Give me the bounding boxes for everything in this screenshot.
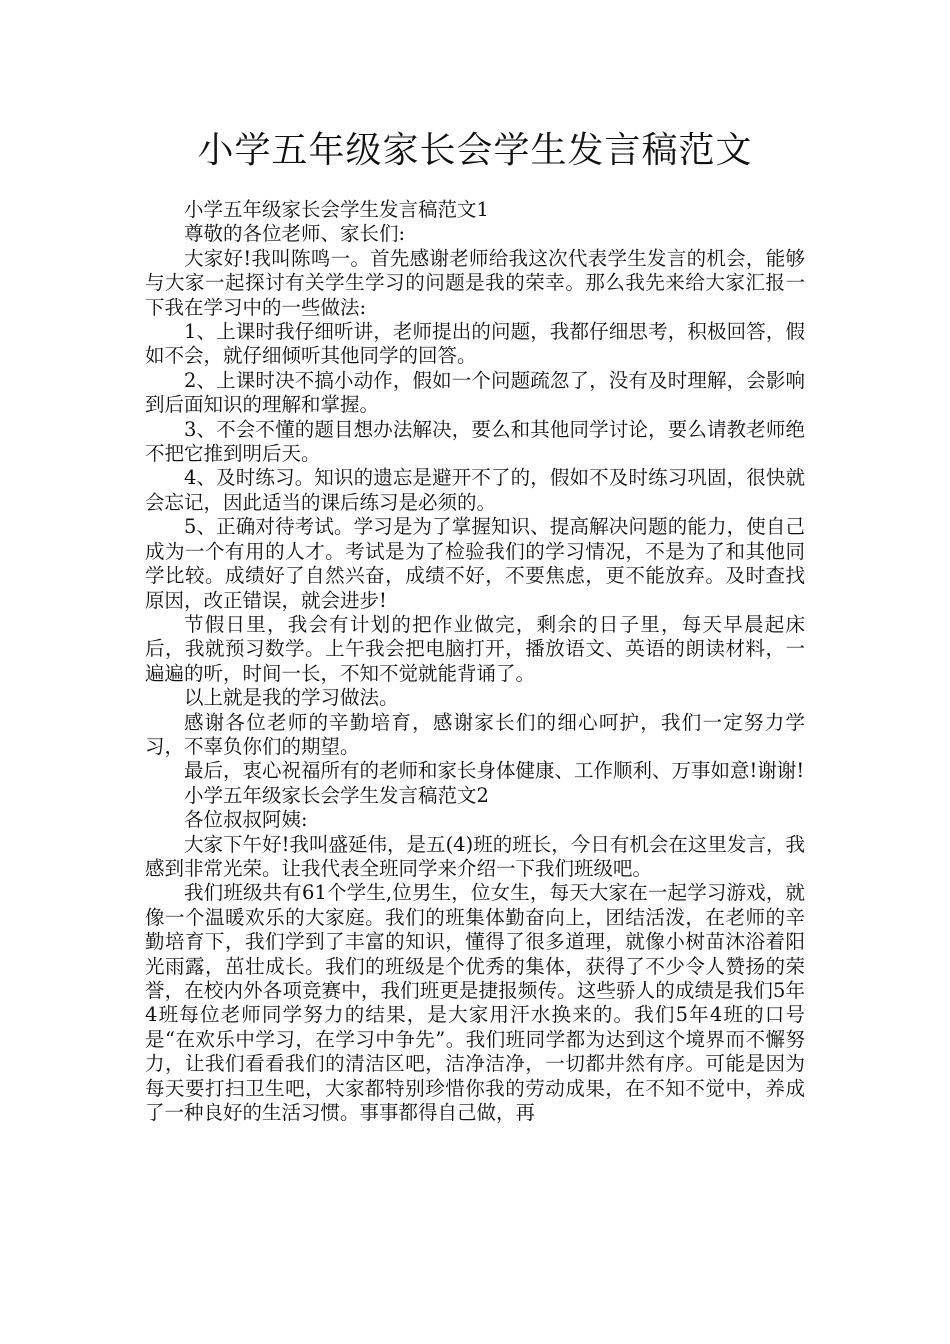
list-item-1: 1、上课时我仔细听讲，老师提出的问题，我都仔细思考，积极回答，假如不会，就仔细倾听其他同学的回答。: [145, 320, 805, 368]
list-item-2: 2、上课时决不搞小动作，假如一个问题疏忽了，没有及时理解，会影响到后面知识的理解和掌握。: [145, 368, 805, 417]
list-item-3: 3、不会不懂的题目想办法解决，要么和其他同学讨论，要么请教老师绝不把它推到明后天。: [145, 417, 805, 466]
section-heading-1: 小学五年级家长会学生发言稿范文1: [184, 198, 489, 221]
paragraph: 最后，衷心祝福所有的老师和家长身体健康、工作顺利、万事如意!谢谢!: [184, 759, 805, 783]
paragraph: 以上就是我的学习做法。: [184, 686, 399, 710]
section-heading-2: 小学五年级家长会学生发言稿范文2: [184, 783, 489, 807]
salutation-2: 各位叔叔阿姨:: [184, 808, 308, 832]
paragraph: 感谢各位老师的辛勤培育，感谢家长们的细心呵护，我们一定努力学习，不辜负你们的期望。: [145, 710, 805, 758]
salutation-1: 尊敬的各位老师、家长们:: [184, 222, 406, 246]
list-item-4: 4、及时练习。知识的遗忘是避开不了的，假如不及时练习巩固，很快就会忘记，因此适当的课后练习是必须的。: [145, 466, 805, 514]
paragraph: 大家好!我叫陈鸣一。首先感谢老师给我这次代表学生发言的机会，能够与大家一起探讨有关学生学习的问题是我的荣幸。那么我先来给大家汇报一下我在学习中的一些做法:: [145, 246, 805, 319]
paragraph: 大家下午好!我叫盛延伟，是五(4)班的班长，今日有机会在这里发言，我感到非常光荣。让我代表全班同学来介绍一下我们班级吧。: [145, 832, 805, 880]
list-item-5: 5、正确对待考试。学习是为了掌握知识、提高解决问题的能力，使自己成为一个有用的人才。考试是为了检验我们的学习情况，不是为了和其他同学比较。成绩好了自然兴奋，成绩不好，不要焦虑，更不能放弃。及时查找原因，改正错误，就会进步!: [145, 515, 805, 612]
paragraph: 节假日里，我会有计划的把作业做完，剩余的日子里，每天早晨起床后，我就预习数学。上午我会把电脑打开，播放语文、英语的朗读材料，一遍遍的听，时间一长，不知不觉就能背诵了。: [145, 612, 805, 685]
paragraph: 我们班级共有61个学生,位男生，位女生，每天大家在一起学习游戏，就像一个温暖欢乐的大家庭。我们的班集体勤奋向上，团结活泼，在老师的辛勤培育下，我们学到了丰富的知识，懂得了很多道理，就像小树苗沐浴着阳光雨露，茁壮成长。我们的班级是个优秀的集体，获得了不少令人赞扬的荣誉，在校内外各项竞赛中，我们班更是捷报频传。这些骄人的成绩是我们5年4班每位老师同学努力的结果，是大家用汗水换来的。我们5年4班的口号是“在欢乐中学习，在学习中争先”。我们班同学都为达到这个境界而不懈努力，让我们看看我们的清洁区吧，洁净洁净，一切都井然有序。可能是因为每天要打扫卫生吧，大家都特别珍惜你我的劳动成果，在不知不觉中，养成了一种良好的生活习惯。事事都得自己做，再: [145, 881, 805, 1125]
document-title: 小学五年级家长会学生发言稿范文: [197, 130, 753, 171]
document-body: [145, 198, 805, 1125]
